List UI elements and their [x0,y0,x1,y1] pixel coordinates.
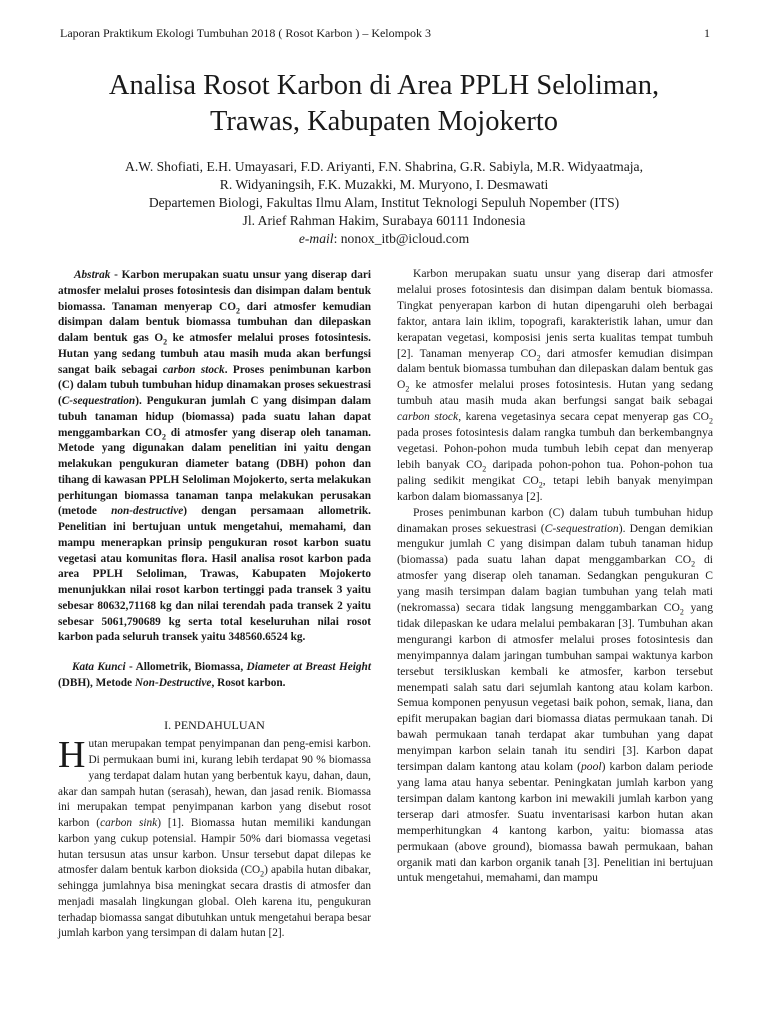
body-text: ke atmosfer melalui proses fotosintesis. Hutan yang sedang tumbuh atau masih muda akan berfungsi sangat baik sebagai [397,378,713,408]
title-line-2: Trawas, Kabupaten Mojokerto [209,106,558,137]
keywords [58,660,371,692]
drop-cap: H [58,734,86,777]
email-address: : nonox_itb@icloud.com [333,231,470,246]
paper-title [40,68,728,140]
abstract-term: non-destructive [111,505,184,518]
body-text: di atmosfer yang diserap oleh tanaman. Sedangkan pengukuran C yang masih tersimpan dalam bagian tumbuhan yang telah mati (nekromassa) secara tidak langsung menggambarkan CO [397,553,713,615]
intro-text: ) [1]. Biomassa hutan memiliki kandungan karbon yang cukup potensial. Hampir 50% dari biomassa vegetasi hutan tersusun atas unsur karbon. Unsur tersebut dapat dilepas ke atmosfer dalam bentuk karbon dioksida (CO [58,817,371,877]
authors-line-2: R. Widyaningsih, F.K. Muzakki, M. Muryono, I. Desmawati [219,177,549,192]
intro-text: ) apabila hutan dibakar, sehingga jumlahnya bisa meningkat secara drastis di atmosfer dan menjadi masalah lingkungan global. Oleh karena itu, pengukuran terhadap biomassa sangat dibutuhkan untuk mengetahui berapa besar jumlah karbon yang tersimpan di dalam hutan [2]. [58,864,371,940]
subscript: 2 [691,559,696,569]
page-number: 1 [704,26,710,40]
intro-term: carbon sink [100,817,158,829]
subscript: 2 [260,869,265,879]
intro-text: utan merupakan tempat penyimpanan dan peng-emisi karbon. Di permukaan bumi ini, kurang lebih terdapat 90 % biomassa yang terdapat dalam hutan yang berbentuk kayu, dahan, daun, akar dan sampah hutan (serasah), hewan, dan jasad renik. Biomassa ini merupakan tempat penyimpanan karbon yang disebut rosot karbon ( [58,738,371,829]
abstract-text: . Proses penimbunan karbon (C) dalam tubuh tumbuhan hidup dinamakan proses sekuestrasi ( [58,363,371,407]
abstract-text: ke atmosfer melalui proses fotosintesis. Hutan yang sedang tumbuh atau masih muda akan berfungsi sangat baik sebagai [58,332,371,376]
running-title: Laporan Praktikum Ekologi Tumbuhan 2018 ( Rosot Karbon ) – Kelompok 3 [60,26,431,40]
running-header [60,26,710,41]
subscript: 2 [709,416,713,426]
intro-paragraph [58,734,371,942]
title-line-1: Analisa Rosot Karbon di Area PPLH Seloliman, [108,70,660,101]
body-term: pool [580,760,602,774]
keywords-text: (DBH), Metode [58,676,135,689]
body-text: dari atmosfer kemudian disimpan dalam bentuk biomassa tumbuhan dan dilepaskan dalam bentuk gas O [397,346,713,392]
keywords-text: - Allometrik, Biomassa, [125,661,247,673]
keywords-term: Diameter at Breast Height [246,661,371,673]
body-text: pada proses fotosintesis dalam rangka tumbuh dan berkembangnya vegetasi. Pohon-pohon muda tumbuh lebih cepat dan menyerap lebih banyak CO [397,426,713,471]
subscript: 2 [482,464,487,474]
abstract-text: - Karbon merupakan suatu unsur yang diserap dari atmosfer melalui proses fotosintesis dan disimpan dalam bentuk biomassa. Tanaman menyerap CO [58,269,371,313]
subscript: 2 [405,384,410,394]
body-text: ) karbon dalam periode yang lama atau hanya sebentar. Peningkatan jumlah karbon yang tersimpan dalam kantong karbon ini mewakili jumlah karbon yang terserap dari atmosfer. Suatu inventarisasi karbon hutan akan memperhitungkan 4 kantong karbon, yaitu: biomassa atas permukaan (above ground), biomassa bawah permukaan, bahan organik mati dan karbon organik tanah [3]. Penelitian ini bertujuan untuk mengetahui, memahami, dan mampu [397,760,713,885]
subscript: 2 [679,607,684,617]
body-text: daripada pohon-pohon tua. Pohon-pohon tua paling sedikit mengikat CO [397,457,713,487]
abstract-text: ). Pengukuran jumlah C yang disimpan dalam tubuh tanaman hidup (biomassa) pada suatu lahan dapat menggambarkan CO [58,395,371,439]
body-term: C-sequestration [544,521,619,535]
subscript: 2 [163,337,168,347]
body-text: Proses penimbunan karbon (C) dalam tubuh tumbuhan hidup dinamakan proses sekuestrasi ( [397,505,713,535]
body-paragraph-2 [397,505,713,887]
abstract-term: C-sequestration [61,395,136,407]
keywords-text: , Rosot karbon. [211,676,286,689]
body-term: carbon stock [397,410,459,424]
email-label: e-mail [298,231,334,246]
keywords-label: Kata Kunci [72,661,126,673]
section-heading: I. PENDAHULUAN [164,717,265,732]
subscript: 2 [538,480,543,490]
author-block [40,158,728,248]
abstract-text: ) dengan persamaan allometrik. Penelitian ini bertujuan untuk mengetahui, memahami, dan mampu menerapkan prinsip pengukuran rosot karbon suatu vegetasi atau komunitas flora. Hasil analisa rosot karbon pada area PPLH Seloliman, Trawas, Kabupaten Mojokerto menunjukkan nilai rosot karbon tertinggi pada transek 3 yaitu sebesar 80632,71168 kg dan nilai terendah pada transek 2 yaitu sebesar 5061,790689 kg serta total keseluruhan nilai rosot karbon pada seluruh transek yaitu 348560.6524 kg. [58,505,372,644]
abstract-label: Abstrak [74,269,111,281]
abstract-text: di atmosfer yang diserap oleh tanaman. Metode yang digunakan dalam penelitian ini yaitu dengan melakukan pengukuran diameter batang (DBH) pohon dan tihang di kawasan PPLH Seloliman Mojokerto, serta melakukan perhitungan biomassa tanaman tanpa melakukan perusakan (metode [58,426,371,518]
address: Jl. Arief Rahman Hakim, Surabaya 60111 Indonesia [242,213,526,228]
right-column [397,266,713,886]
left-column [58,268,371,942]
abstract-term: carbon stock [162,363,225,376]
abstract-text: dari atmosfer kemudian disimpan dalam bentuk biomassa tumbuhan dan dilepaskan dalam bentuk gas O [58,300,371,344]
body-text: , tetapi lebih banyak menyimpan karbon dalam biomassanya [2]. [397,473,713,503]
subscript: 2 [536,352,541,362]
subscript: 2 [161,431,166,441]
body-paragraph-1 [397,266,713,505]
body-text: ). Dengan demikian mengukur jumlah C yang disimpan dalam tubuh tanaman hidup (biomassa) pada suatu lahan dapat menggambarkan CO [397,521,713,567]
keywords-term: Non-Destructive [134,676,212,689]
authors-line-1: A.W. Shofiati, E.H. Umayasari, F.D. Ariyanti, F.N. Shabrina, G.R. Sabiyla, M.R. Widyaatmaja, [125,159,643,174]
body-text: , karena vegetasinya secara cepat menyerap gas CO [458,410,709,424]
body-text: Karbon merupakan suatu unsur yang diserap dari atmosfer melalui proses fotosintesis dan disimpan dalam bentuk biomassa. Tingkat penyerapan karbon di hutan dipengaruhi oleh berbagai faktor, antara lain iklim, topografi, karakteristik lahan, umur dan kerapatan vegetasi, komposisi jenis serta kualitas tempat tumbuh [2]. Tanaman menyerap CO [397,267,713,360]
email-line [40,230,728,248]
affiliation: Departemen Biologi, Fakultas Ilmu Alam, Institut Teknologi Sepuluh Nopember (ITS) [148,195,620,210]
subscript: 2 [236,305,240,315]
body-text: yang tidak dilepaskan ke udara melalui pembakaran [3]. Tumbuhan akan mengurangi karbon di atmosfer melalui proses fotosintesis dan menyimpannya dalam jaringan tumbuhan sampai waktunya karbon tersebut tersikluskan kembali ke atmosfer, karbon tersebut menempati salah satu dari sejumlah kantong atau kolam karbon. Semua komponen penyusun vegetasi baik pohon, semak, liana, dan epifit merupakan bagian dari biomassa diatas permukaan tanah. Di bawah permukaan tanah terdapat akar tumbuhan yang dapat menyimpan karbon selain tanah itu sendiri [3]. Karbon dapat tersimpan dalam kantong atau kolam ( [397,601,713,774]
abstract [58,268,371,646]
